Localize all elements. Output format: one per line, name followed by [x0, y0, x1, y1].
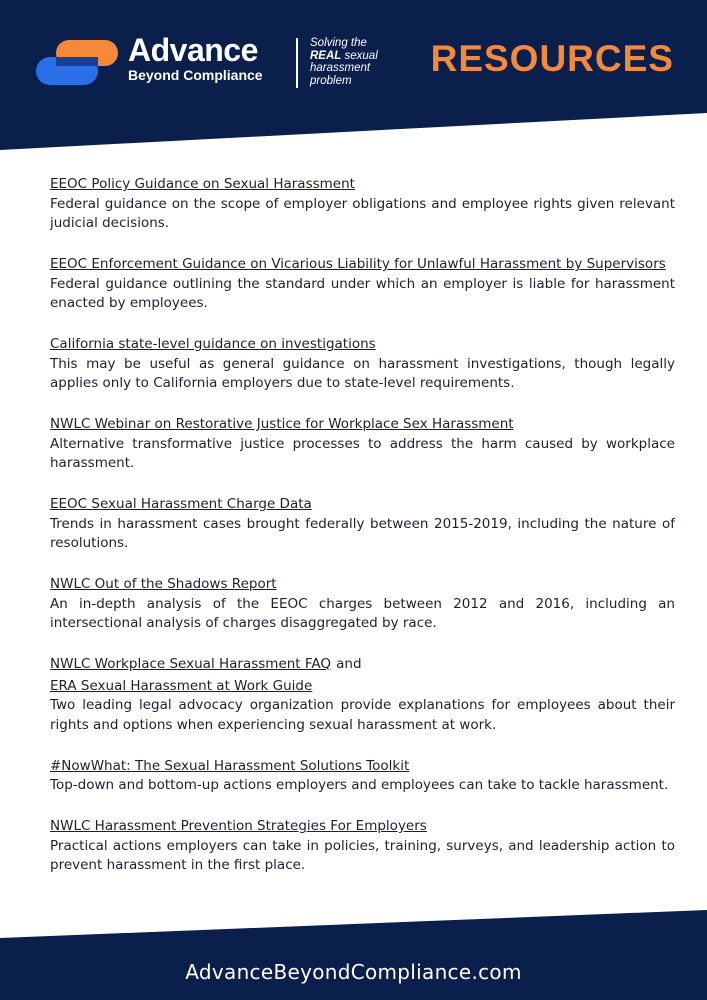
resource-list — [50, 173, 675, 895]
resource-link[interactable]: NWLC Workplace Sexual Harassment FAQ — [50, 656, 332, 672]
resource-item — [50, 333, 675, 394]
resource-item — [50, 253, 675, 314]
resource-link[interactable]: EEOC Enforcement Guidance on Vicarious Liability for Unlawful Harassment by Supervisors — [50, 256, 666, 272]
resource-link[interactable]: #NowWhat: The Sexual Harassment Solutions Toolkit — [50, 757, 410, 774]
resource-link[interactable]: California state-level guidance on investigations — [50, 336, 376, 352]
resource-item — [50, 493, 675, 554]
resource-link[interactable]: EEOC Sexual Harassment Charge Data — [50, 496, 312, 512]
footer-website-link[interactable]: AdvanceBeyondCompliance.com — [185, 960, 522, 984]
resource-description: An in-depth analysis of the EEOC charges between 2012 and 2016, including an intersectional analysis of charges disaggregated by race. — [50, 595, 675, 631]
resource-link[interactable]: NWLC Harassment Prevention Strategies For Employers — [50, 818, 427, 834]
logo-divider — [296, 38, 298, 88]
resource-description: Practical actions employers can take in policies, training, surveys, and leadership action to prevent harassment in the first place. — [50, 837, 675, 873]
resource-link[interactable]: EEOC Policy Guidance on Sexual Harassment — [50, 176, 355, 192]
resource-description: Federal guidance on the scope of employer obligations and employee rights given relevant judicial decisions. — [50, 195, 675, 231]
resource-item — [50, 653, 675, 735]
resource-description: This may be useful as general guidance on harassment investigations, though legally applies only to California employers due to state-level requirements. — [50, 355, 675, 391]
resource-item — [50, 573, 675, 634]
brand-logo[interactable] — [128, 33, 263, 83]
resource-description: Two leading legal advocacy organization provide explanations for employees about their rights and options when experiencing sexual harassment at work. — [50, 697, 675, 733]
brand-subtitle: Beyond Compliance — [128, 67, 263, 83]
resource-item — [50, 755, 675, 796]
resource-item — [50, 815, 675, 876]
footer-background — [0, 910, 707, 1000]
resource-joiner: and — [336, 656, 362, 672]
resource-description: Federal guidance outlining the standard under which an employer is liable for harassment enacted by employees. — [50, 275, 675, 311]
resource-link[interactable]: NWLC Webinar on Restorative Justice for Workplace Sex Harassment — [50, 416, 514, 432]
resource-item — [50, 413, 675, 474]
advance-logo-icon — [36, 40, 120, 86]
page-title: RESOURCES — [430, 38, 674, 79]
page-header — [0, 0, 707, 150]
brand-name: Advance — [128, 32, 258, 68]
resource-link[interactable]: NWLC Out of the Shadows Report — [50, 576, 277, 592]
resource-description: Trends in harassment cases brought federally between 2015-2019, including the nature of resolutions. — [50, 515, 675, 551]
resource-description: Alternative transformative justice processes to address the harm caused by workplace harassment. — [50, 435, 675, 471]
page-footer — [0, 910, 707, 1000]
tagline: Solving the REAL sexual harassment problem — [310, 37, 378, 87]
resource-description: Top-down and bottom-up actions employers and employees can take to tackle harassment. — [50, 777, 669, 793]
resource-link-secondary[interactable]: ERA Sexual Harassment at Work Guide — [50, 677, 313, 694]
resource-item — [50, 173, 675, 234]
